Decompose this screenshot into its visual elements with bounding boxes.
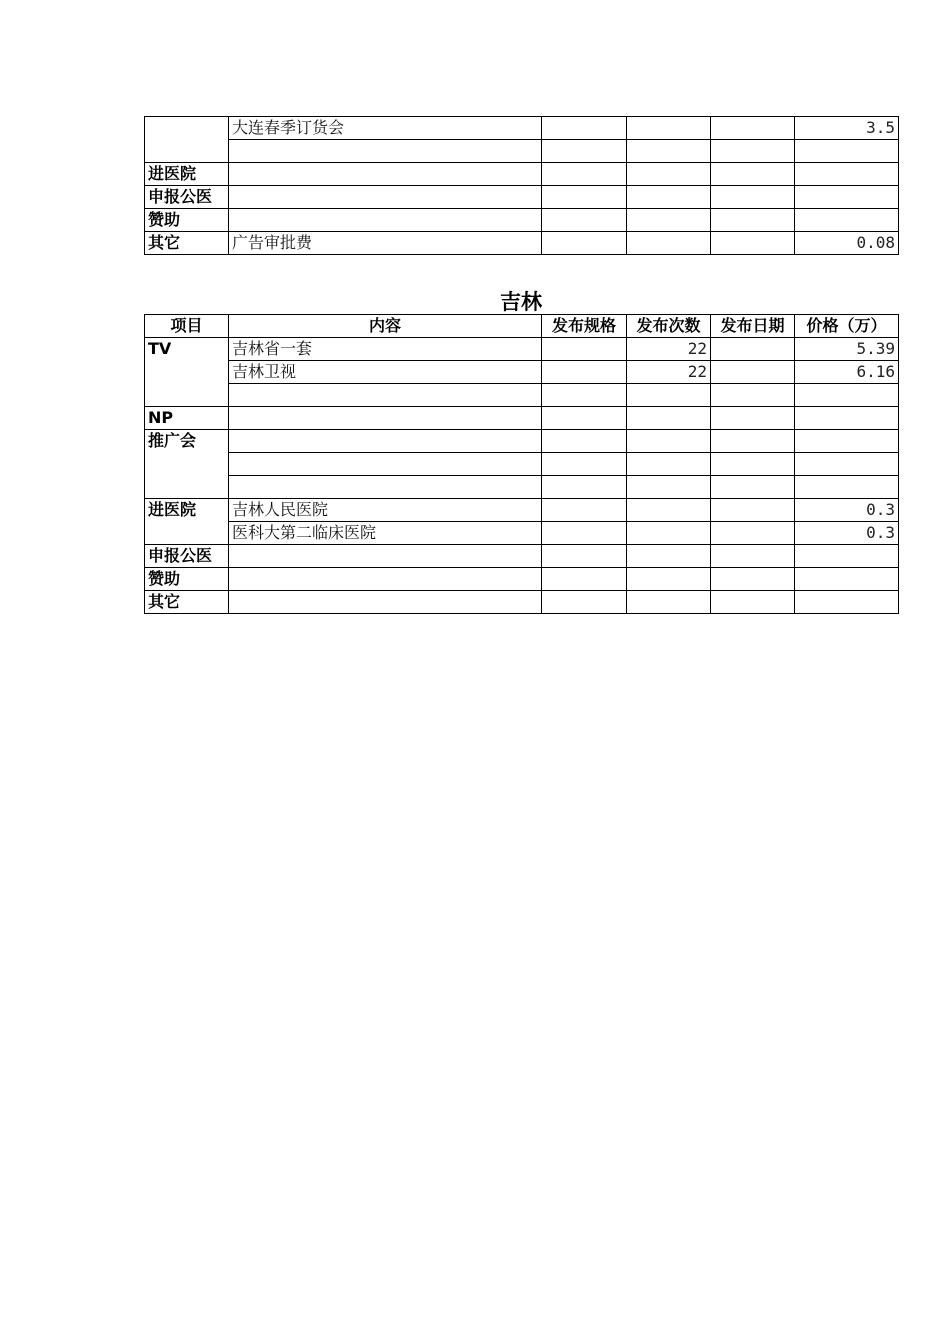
price-cell: 3.5: [795, 117, 899, 140]
table-row: [145, 476, 899, 499]
count-cell: [627, 209, 711, 232]
count-cell: [627, 522, 711, 545]
table-row: [145, 232, 899, 255]
content-cell: [229, 545, 542, 568]
date-cell: [711, 453, 795, 476]
price-cell: [795, 407, 899, 430]
category-cell: NP: [145, 407, 229, 430]
spec-cell: [542, 522, 627, 545]
count-cell: [627, 499, 711, 522]
price-cell: [795, 476, 899, 499]
price-cell: [795, 453, 899, 476]
spec-cell: [542, 117, 627, 140]
content-cell: [229, 591, 542, 614]
price-cell: 0.3: [795, 522, 899, 545]
date-cell: [711, 591, 795, 614]
category-cell: 申报公医: [145, 545, 229, 568]
table-row: [145, 430, 899, 453]
count-cell: [627, 186, 711, 209]
date-cell: [711, 407, 795, 430]
spec-cell: [542, 476, 627, 499]
table-row: [145, 361, 899, 384]
content-cell: [229, 476, 542, 499]
table-row: [145, 140, 899, 163]
category-cell: 赞助: [145, 209, 229, 232]
count-cell: [627, 591, 711, 614]
date-cell: [711, 499, 795, 522]
content-cell: 吉林人民医院: [229, 499, 542, 522]
count-cell: [627, 384, 711, 407]
content-cell: [229, 568, 542, 591]
table-row: [145, 209, 899, 232]
table-row: [145, 499, 899, 522]
table-row: [145, 117, 899, 140]
price-cell: [795, 209, 899, 232]
content-cell: 广告审批费: [229, 232, 542, 255]
content-cell: 医科大第二临床医院: [229, 522, 542, 545]
date-cell: [711, 186, 795, 209]
date-cell: [711, 163, 795, 186]
header-spec: 发布规格: [542, 315, 627, 338]
count-cell: [627, 140, 711, 163]
count-cell: [627, 545, 711, 568]
content-cell: [229, 186, 542, 209]
spec-cell: [542, 499, 627, 522]
date-cell: [711, 232, 795, 255]
spec-cell: [542, 384, 627, 407]
count-cell: [627, 407, 711, 430]
price-cell: 0.3: [795, 499, 899, 522]
header-row: [145, 315, 899, 338]
spec-cell: [542, 209, 627, 232]
price-cell: 6.16: [795, 361, 899, 384]
table-row: [145, 591, 899, 614]
category-cell: 进医院: [145, 499, 229, 545]
category-cell: 其它: [145, 591, 229, 614]
spec-cell: [542, 453, 627, 476]
content-cell: [229, 163, 542, 186]
spec-cell: [542, 338, 627, 361]
table-row: [145, 545, 899, 568]
count-cell: [627, 163, 711, 186]
content-cell: [229, 453, 542, 476]
spec-cell: [542, 140, 627, 163]
table-row: [145, 407, 899, 430]
count-cell: [627, 232, 711, 255]
section-title: 吉林: [500, 290, 542, 314]
table-row: [145, 384, 899, 407]
table-row: [145, 338, 899, 361]
count-cell: 22: [627, 361, 711, 384]
price-cell: [795, 430, 899, 453]
price-cell: [795, 140, 899, 163]
category-cell: 赞助: [145, 568, 229, 591]
price-cell: [795, 163, 899, 186]
content-cell: 大连春季订货会: [229, 117, 542, 140]
content-cell: 吉林省一套: [229, 338, 542, 361]
header-count: 发布次数: [627, 315, 711, 338]
spec-cell: [542, 568, 627, 591]
category-cell: 申报公医: [145, 186, 229, 209]
category-cell: [145, 117, 229, 163]
price-cell: [795, 591, 899, 614]
content-cell: 吉林卫视: [229, 361, 542, 384]
spec-cell: [542, 163, 627, 186]
table-row: [145, 186, 899, 209]
count-cell: [627, 568, 711, 591]
date-cell: [711, 338, 795, 361]
date-cell: [711, 140, 795, 163]
count-cell: [627, 430, 711, 453]
header-price: 价格（万）: [795, 315, 899, 338]
spec-cell: [542, 430, 627, 453]
date-cell: [711, 545, 795, 568]
spec-cell: [542, 186, 627, 209]
jilin-table: [144, 314, 899, 614]
price-cell: [795, 568, 899, 591]
date-cell: [711, 209, 795, 232]
date-cell: [711, 522, 795, 545]
category-cell: 推广会: [145, 430, 229, 499]
content-cell: [229, 430, 542, 453]
table-row: [145, 163, 899, 186]
price-cell: [795, 186, 899, 209]
date-cell: [711, 117, 795, 140]
price-cell: [795, 545, 899, 568]
continued-table: [144, 116, 899, 255]
count-cell: [627, 453, 711, 476]
table-row: [145, 522, 899, 545]
category-cell: TV: [145, 338, 229, 407]
date-cell: [711, 361, 795, 384]
spec-cell: [542, 591, 627, 614]
header-content: 内容: [229, 315, 542, 338]
category-cell: 进医院: [145, 163, 229, 186]
content-cell: [229, 209, 542, 232]
table-row: [145, 453, 899, 476]
spec-cell: [542, 545, 627, 568]
count-cell: 22: [627, 338, 711, 361]
content-cell: [229, 384, 542, 407]
header-date: 发布日期: [711, 315, 795, 338]
header-item: 项目: [145, 315, 229, 338]
spec-cell: [542, 361, 627, 384]
spec-cell: [542, 407, 627, 430]
price-cell: 5.39: [795, 338, 899, 361]
date-cell: [711, 476, 795, 499]
count-cell: [627, 117, 711, 140]
table-row: [145, 568, 899, 591]
category-cell: 其它: [145, 232, 229, 255]
price-cell: [795, 384, 899, 407]
content-cell: [229, 140, 542, 163]
count-cell: [627, 476, 711, 499]
price-cell: 0.08: [795, 232, 899, 255]
content-cell: [229, 407, 542, 430]
date-cell: [711, 430, 795, 453]
date-cell: [711, 568, 795, 591]
spec-cell: [542, 232, 627, 255]
date-cell: [711, 384, 795, 407]
